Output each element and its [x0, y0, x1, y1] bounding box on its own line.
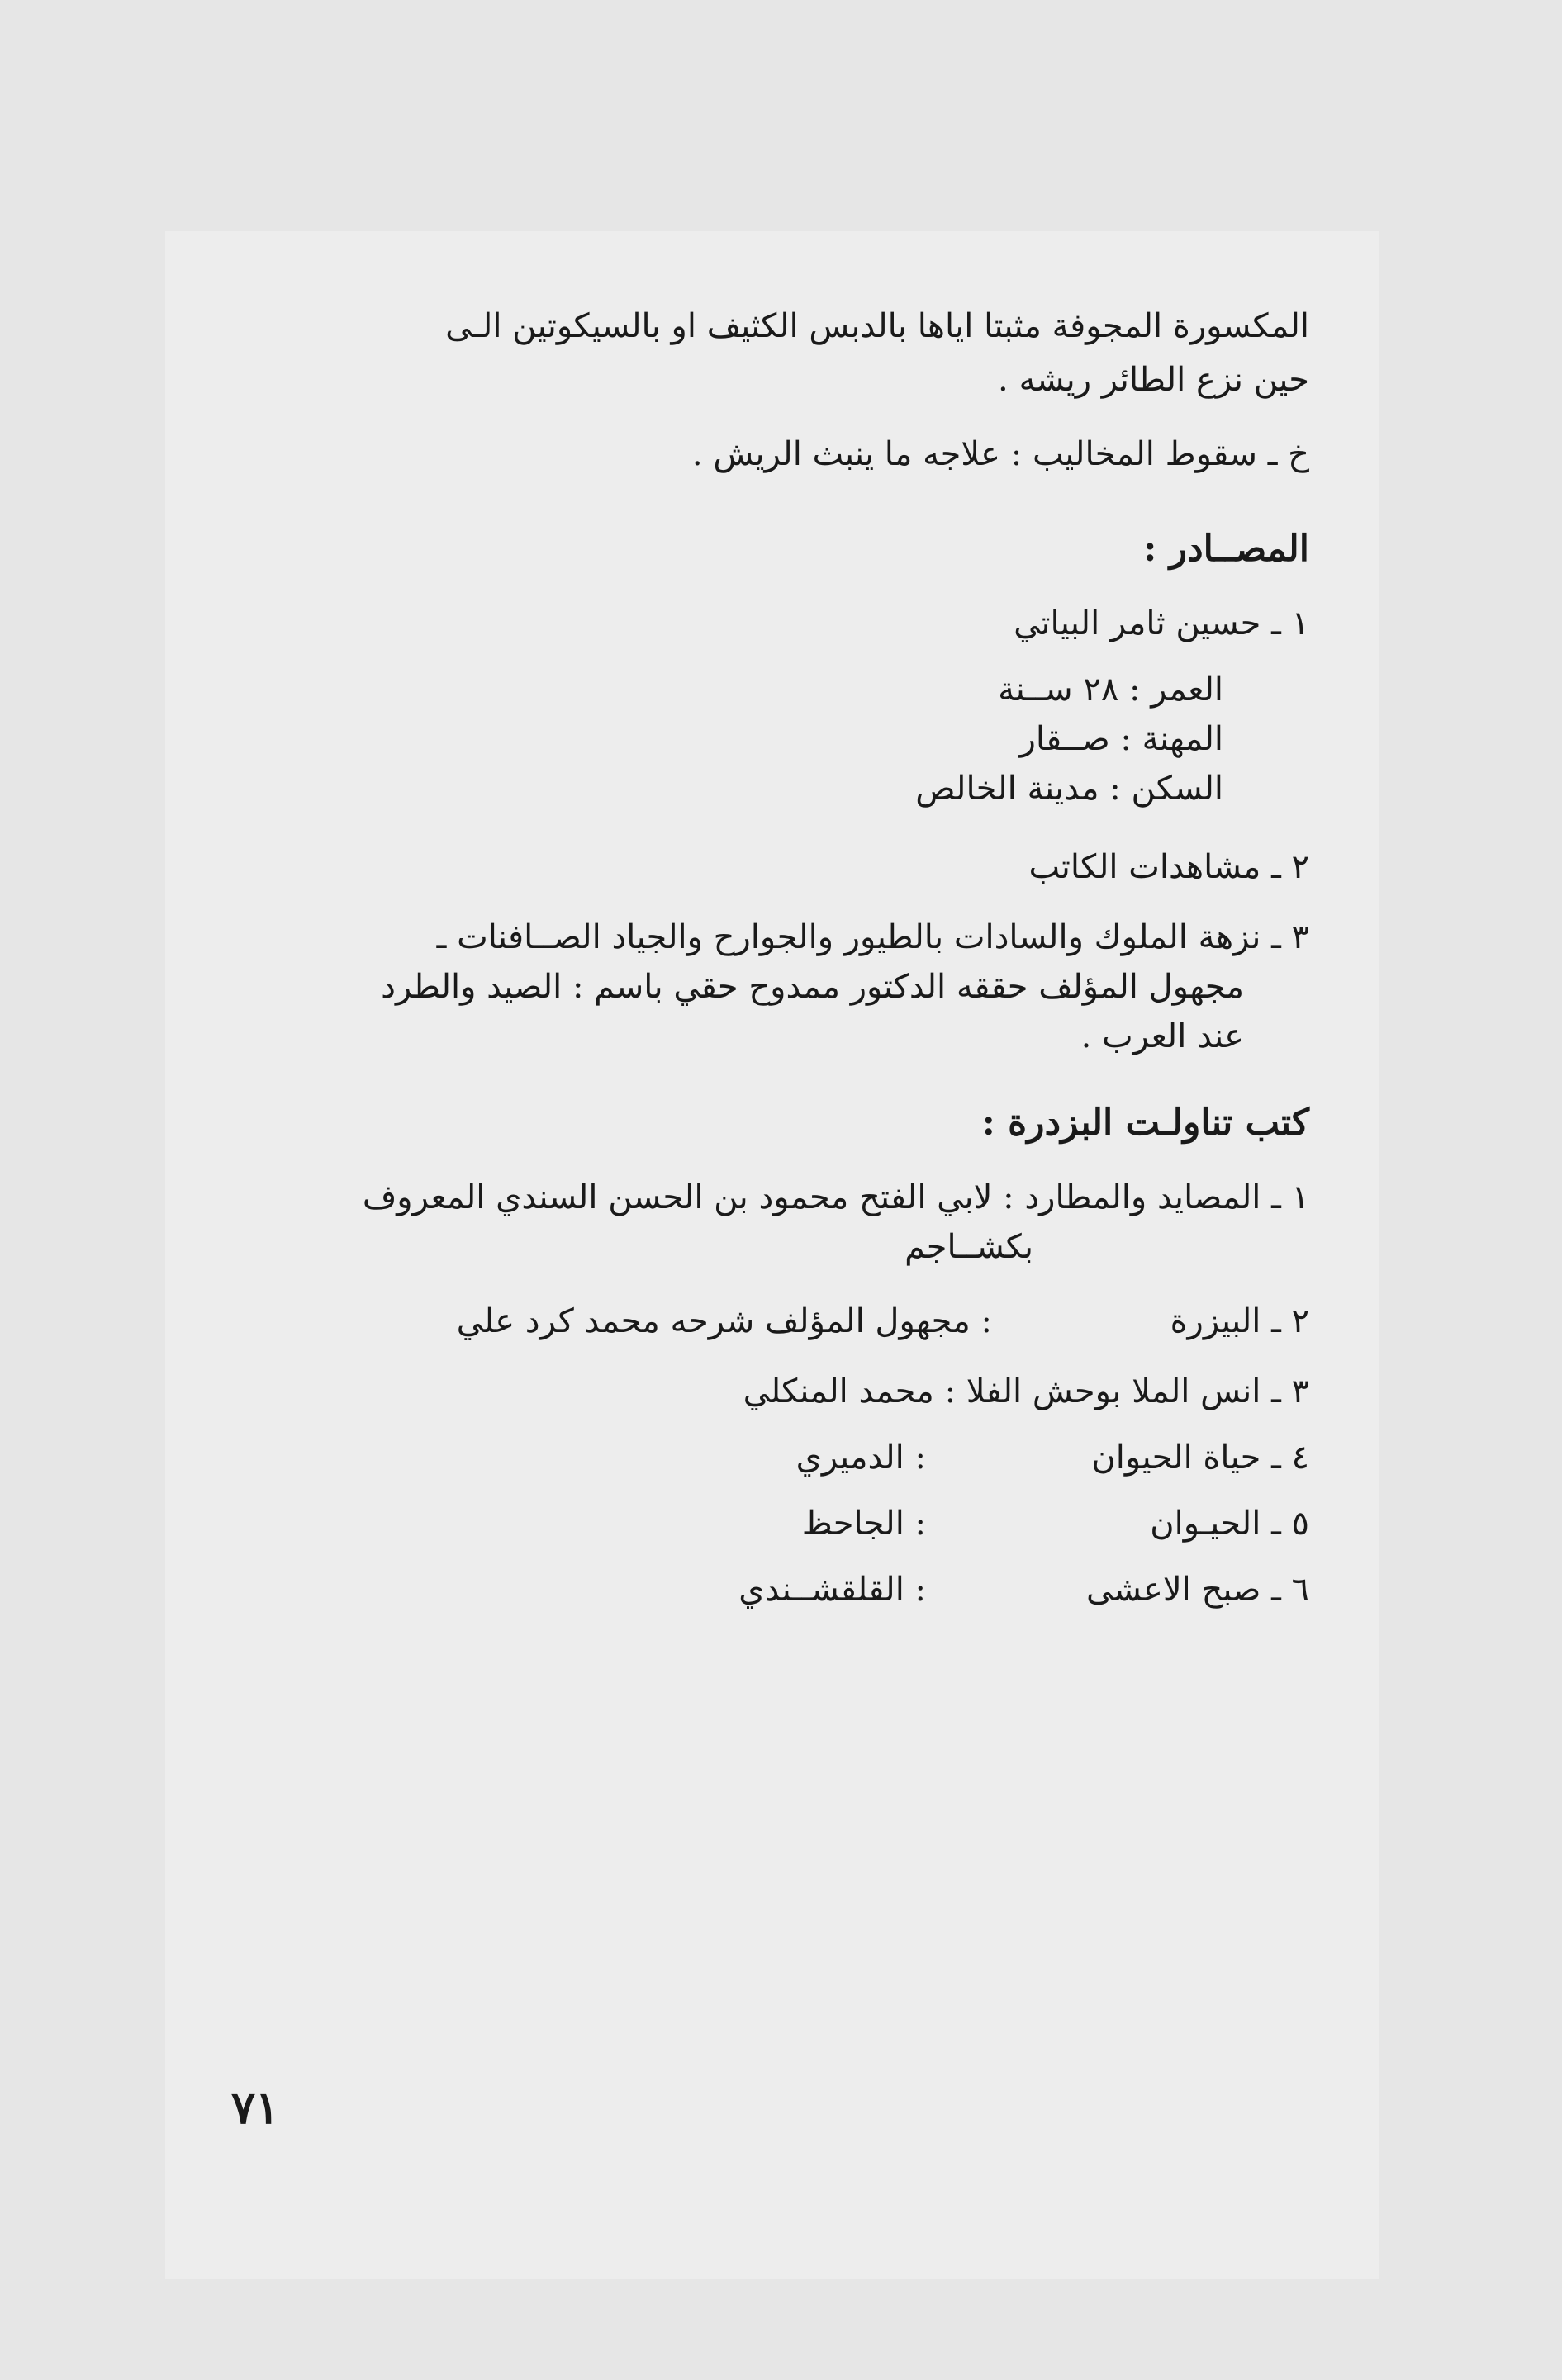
- source-item-1: ١ ـ حسين ثامر البياتي: [1014, 604, 1309, 642]
- book-item-5-title: ٥ ـ الحيـوان: [1150, 1505, 1309, 1543]
- continuation-line-2: حين نزع الطائر ريشه .: [998, 361, 1309, 399]
- source-residence: السكن : مدينة الخالص: [915, 770, 1223, 808]
- books-heading: كتب تناولـت البزدرة :: [981, 1102, 1309, 1144]
- book-item-1-line-1: ١ ـ المصايد والمطارد : لابي الفتح محمود بن الحسن السندي المعروف: [362, 1178, 1309, 1216]
- book-item-4-title: ٤ ـ حياة الحيوان: [1091, 1439, 1309, 1477]
- book-item-6-title: ٦ ـ صبح الاعشى: [1085, 1571, 1309, 1609]
- book-item-1-line-2: بكشــاجم: [904, 1228, 1033, 1266]
- source-age: العمر : ٢٨ ســنة: [998, 671, 1223, 709]
- source-item-3-line-3: عند العرب .: [1080, 1017, 1244, 1055]
- book-item-3: ٣ ـ انس الملا بوحش الفلا : محمد المنكلي: [743, 1373, 1309, 1410]
- book-item-6-author: : القلقشــندي: [738, 1571, 926, 1609]
- page-number: ٧١: [231, 2081, 280, 2134]
- source-profession: المهنة : صــقار: [1019, 720, 1223, 758]
- book-item-5-author: : الجاحظ: [801, 1505, 926, 1543]
- kha-item: خ ـ سقوط المخاليب : علاجه ما ينبث الريش .: [691, 435, 1309, 473]
- sources-heading: المصــادر :: [1143, 528, 1309, 570]
- source-item-3-line-2: مجهول المؤلف حققه الدكتور ممدوح حقي باسم : الصيد والطرد: [381, 968, 1244, 1006]
- source-item-2: ٢ ـ مشاهدات الكاتب: [1028, 848, 1309, 886]
- book-item-4-author: : الدميري: [795, 1439, 926, 1477]
- book-item-2-author: : مجهول المؤلف شرحه محمد كرد علي: [456, 1302, 992, 1340]
- source-item-3-line-1: ٣ ـ نزهة الملوك والسادات بالطيور والجوارح والجياد الصــافنات ـ: [436, 918, 1309, 956]
- continuation-line-1: المكسورة المجوفة مثبتا اياها بالدبس الكثيف او بالسيكوتين الـى: [445, 307, 1309, 345]
- book-item-2-title: ٢ ـ البيزرة: [1170, 1302, 1309, 1340]
